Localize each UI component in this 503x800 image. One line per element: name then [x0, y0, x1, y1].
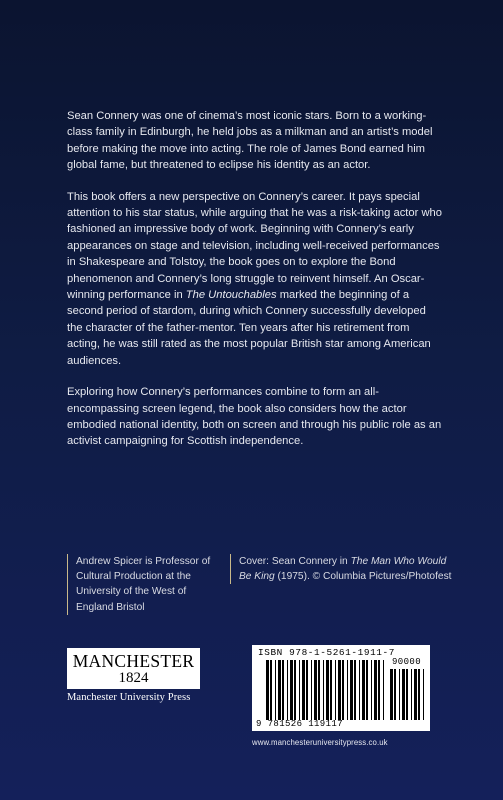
publisher-logo-box: [67, 648, 200, 689]
cover-credit-suffix: (1975). © Columbia Pictures/Photofest: [274, 571, 452, 583]
barcode-bar: [359, 660, 360, 720]
barcode-bar: [347, 660, 348, 720]
barcode-bar: [306, 660, 308, 720]
barcode-bar: [278, 660, 281, 720]
publisher-logo: [67, 648, 200, 703]
blurb-p2-text-b: marked the beginning of a second period of stardom, during which Connery successfully developed the character of the father-mentor. Ten years after his retirement from acting, he was still rated as the most popular British star among American audiences.: [67, 289, 431, 367]
barcode-digits: 9 781526 119117: [256, 719, 344, 729]
barcode-bar: [418, 669, 420, 720]
barcode-bar: [423, 669, 424, 720]
blurb-paragraph-2: [67, 189, 442, 369]
blurb-paragraph-3: Exploring how Connery’s performances combine to form an all-encompassing screen legend, the book also considers how the actor embodied national identity, both on screen and through his public role as an activist campaigning for Scottish independence.: [67, 386, 442, 448]
barcode-bar: [299, 660, 300, 720]
barcode-bar: [406, 669, 408, 720]
barcode-bar: [338, 660, 341, 720]
barcode-bar: [378, 660, 380, 720]
barcode-bar: [354, 660, 356, 720]
cover-film-title: The Man Who Would Be King: [239, 556, 447, 583]
barcode-bars-main: [266, 660, 384, 720]
barcode-bar: [318, 660, 320, 720]
isbn-barcode: [252, 645, 430, 731]
publisher-website: www.manchesteruniversitypress.co.uk: [252, 738, 388, 747]
barcode-bar: [342, 660, 344, 720]
barcode-bar: [323, 660, 324, 720]
barcode-bar: [399, 669, 400, 720]
barcode-bar: [275, 660, 276, 720]
barcode-bar: [366, 660, 368, 720]
cover-credit: [230, 554, 454, 584]
barcode-bar: [383, 660, 384, 720]
barcode-bar: [362, 660, 365, 720]
barcode-bar: [330, 660, 332, 720]
publisher-name: Manchester University Press: [67, 692, 191, 703]
barcode-bar: [302, 660, 305, 720]
barcode-bar: [374, 660, 377, 720]
back-cover-blurb: [67, 108, 442, 465]
barcode-bar: [390, 669, 393, 720]
barcode-bar: [290, 660, 293, 720]
barcode-bar: [314, 660, 317, 720]
author-credit: Andrew Spicer is Professor of Cultural Production at the University of the West of England Bristol: [67, 554, 224, 615]
barcode-bar: [411, 669, 412, 720]
publisher-logo-year: 1824: [118, 670, 149, 686]
barcode-bar: [350, 660, 353, 720]
barcode-bar: [371, 660, 372, 720]
barcode-bar: [414, 669, 417, 720]
barcode-bar: [282, 660, 284, 720]
isbn-text: ISBN 978-1-5261-1911-7: [258, 647, 395, 658]
film-title-untouchables: The Untouchables: [185, 289, 277, 302]
publisher-logo-name: MANCHESTER: [72, 651, 195, 671]
price-addon-number: 90000: [392, 657, 422, 667]
barcode-bar: [270, 660, 272, 720]
barcode-bar: [394, 669, 396, 720]
barcode-bars-addon: [390, 669, 426, 720]
blurb-paragraph-1: Sean Connery was one of cinema’s most iconic stars. Born to a working-class family in Edinburgh, he held jobs as a milkman and an artist’s model before making the move into acting. The role of James Bond earned him global fame, but threatened to eclipse his identity as an actor.: [67, 110, 433, 172]
barcode-bar: [326, 660, 329, 720]
barcode-bar: [402, 669, 405, 720]
cover-credit-prefix: Cover: Sean Connery in: [239, 556, 351, 567]
barcode-bar: [287, 660, 288, 720]
barcode-bar: [266, 660, 269, 720]
blurb-p2-text-a: This book offers a new perspective on Connery’s career. It pays special attention to his star status, while arguing that he was a risk-taking actor who fashioned an impressive body of work. Beginning with Connery’s early appearances on stage and television, including well-received performances in Shakespeare and Tolstoy, the book goes on to explore the Bond phenomenon and Connery’s long struggle to reinvent himself. An Oscar-winning performance in: [67, 190, 442, 302]
barcode-bar: [311, 660, 312, 720]
barcode-bar: [294, 660, 296, 720]
barcode-bar: [335, 660, 336, 720]
